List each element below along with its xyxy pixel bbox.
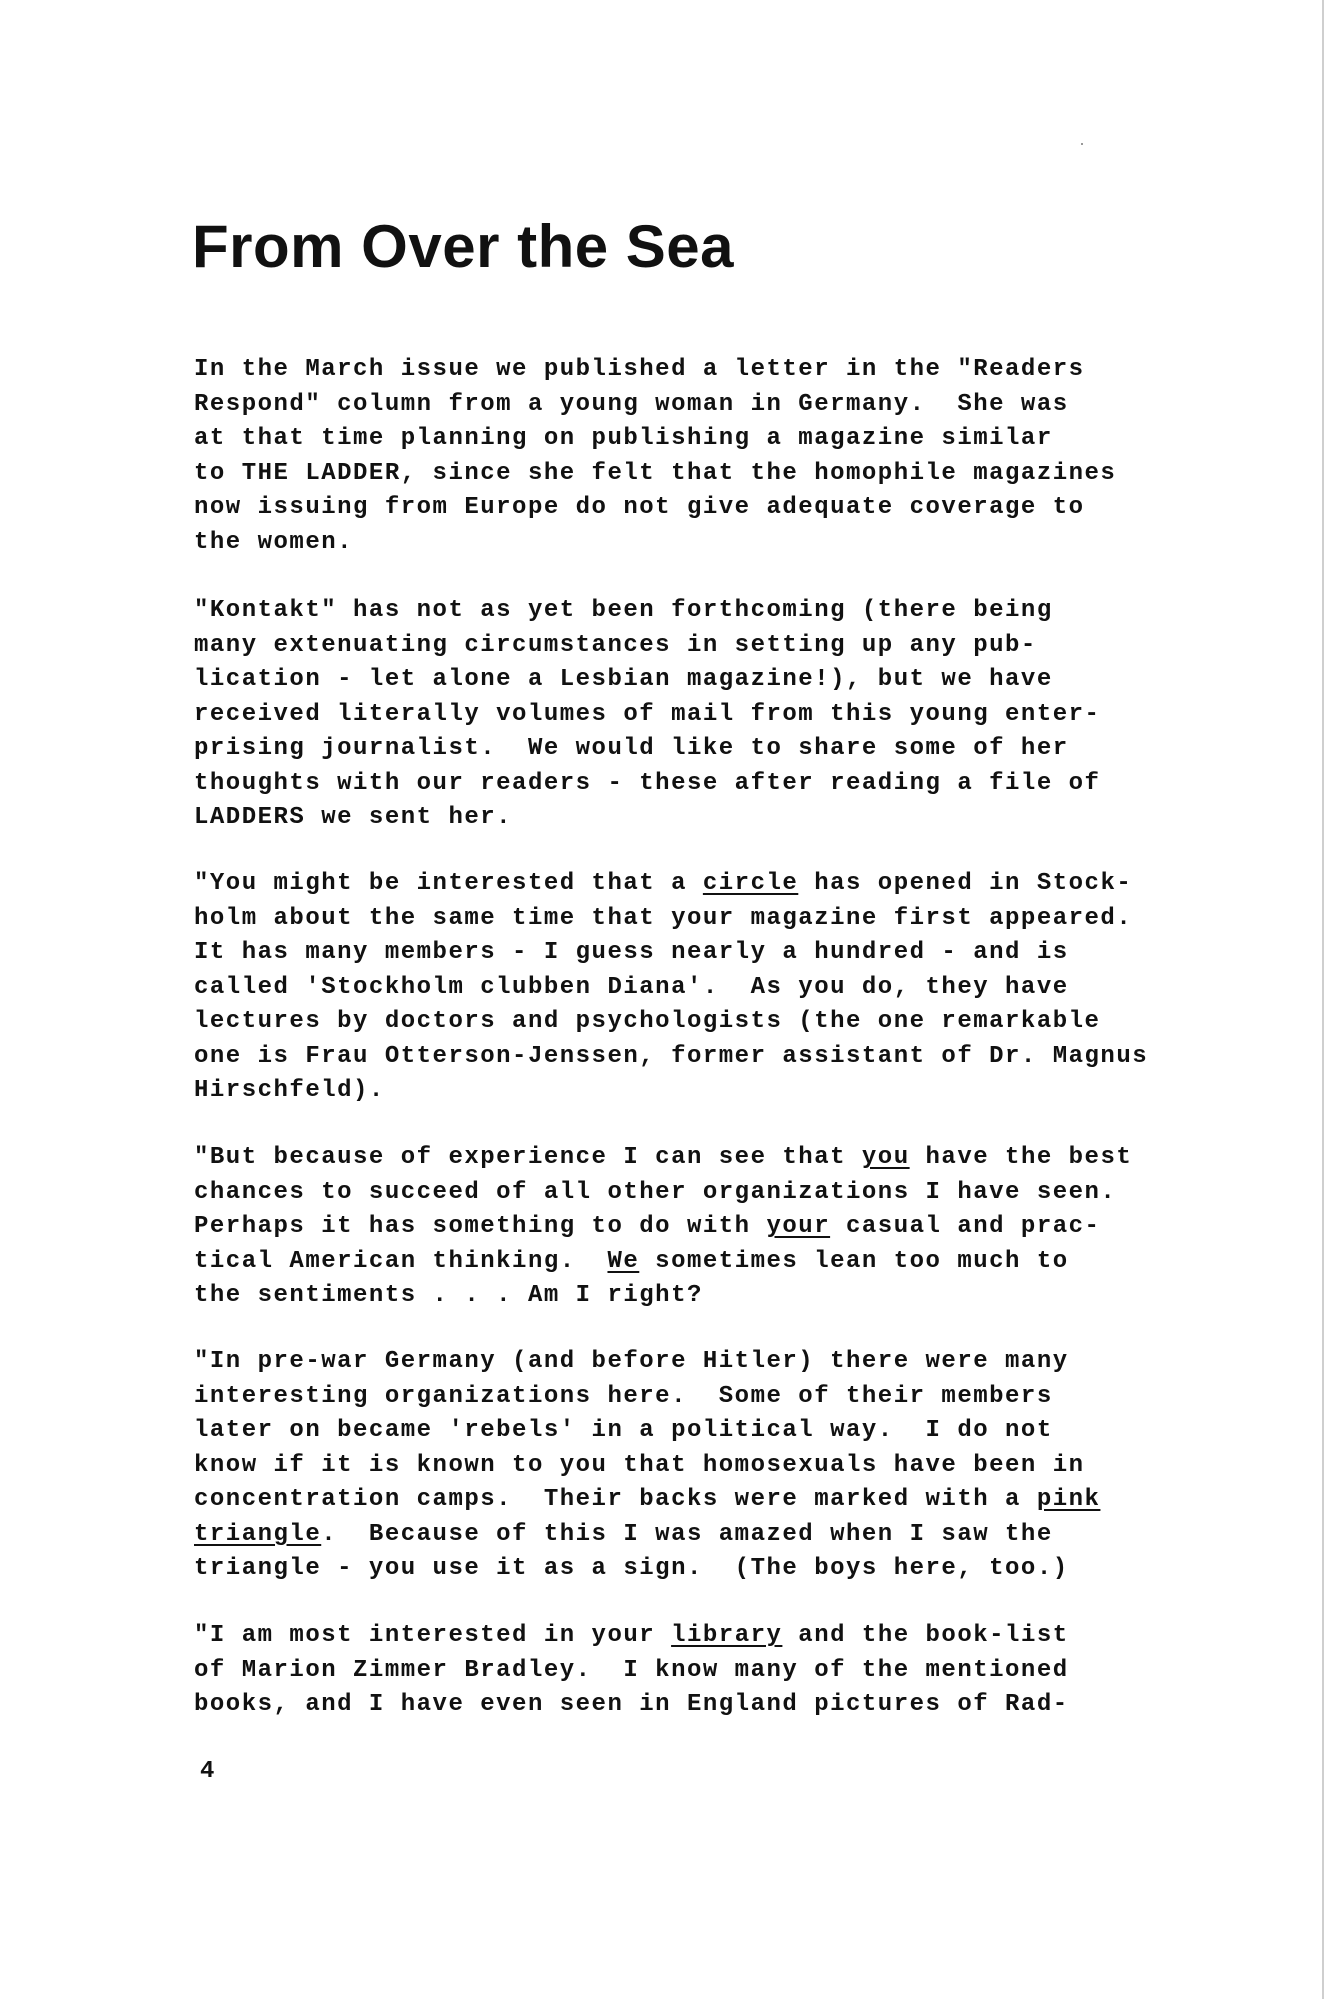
- text-line: [194, 1654, 1069, 1688]
- text-segment: to THE LADDER, since she felt that the homophile magazines: [194, 459, 1117, 487]
- text-line: [194, 594, 1053, 628]
- text-line: [194, 422, 1053, 456]
- text-segment: tical American thinking.: [194, 1247, 608, 1275]
- text-segment: have the best: [909, 1144, 1133, 1171]
- text-segment: "In pre-war Germany (and before Hitler) there were many: [194, 1348, 1069, 1375]
- text-segment: LADDERS we sent her.: [194, 804, 513, 831]
- text-line: [194, 698, 1100, 732]
- text-line: [194, 936, 1069, 970]
- text-line: [194, 1414, 1053, 1448]
- text-line: [194, 1518, 1053, 1552]
- underlined-text: library: [671, 1622, 783, 1649]
- page-edge-divider: [1322, 0, 1324, 1999]
- text-segment: thoughts with our readers - these after reading a file of: [194, 769, 1101, 797]
- text-segment: called 'Stockholm clubben Diana'. As you do, they have: [194, 973, 1069, 1001]
- underlined-text: you: [861, 1144, 910, 1171]
- text-segment: one is Frau Otterson-Jenssen, former assistant of Dr. Magnus: [194, 1042, 1149, 1070]
- text-line: [194, 867, 1132, 901]
- underlined-text: triangle: [194, 1520, 322, 1548]
- text-line: [194, 1483, 1100, 1517]
- text-segment: chances to succeed of all other organizations I have seen.: [194, 1178, 1117, 1206]
- text-segment: the women.: [194, 528, 354, 556]
- text-line: [194, 1449, 1085, 1483]
- text-segment: of Marion Zimmer Bradley. I know many of the mentioned: [194, 1656, 1069, 1684]
- text-segment: lication - let alone a Lesbian magazine!), but we have: [194, 666, 1053, 693]
- text-line: [194, 629, 1037, 663]
- text-segment: Respond" column from a young woman in Germany. She was: [194, 390, 1069, 418]
- text-segment: . Because of this I was amazed when I saw the: [321, 1520, 1053, 1548]
- text-segment: It has many members - I guess nearly a hundred - and is: [194, 939, 1069, 966]
- text-line: [194, 1210, 1100, 1244]
- text-line: [194, 1245, 1069, 1279]
- text-segment: and the book-list: [782, 1622, 1069, 1649]
- text-segment: received literally volumes of mail from this young enter-: [194, 700, 1101, 728]
- text-segment: lectures by doctors and psychologists (the one remarkable: [194, 1008, 1101, 1035]
- text-line: [194, 1279, 703, 1313]
- article-title: From Over the Sea: [192, 213, 735, 280]
- text-line: [194, 1619, 1069, 1653]
- text-line: [194, 902, 1132, 936]
- text-line: [194, 663, 1053, 697]
- underlined-text: pink: [1036, 1486, 1101, 1513]
- text-segment: casual and prac-: [830, 1213, 1101, 1240]
- text-line: [194, 732, 1069, 766]
- underlined-text: your: [766, 1213, 831, 1240]
- text-segment: at that time planning on publishing a magazine similar: [194, 425, 1053, 452]
- text-segment: prising journalist. We would like to share some of her: [194, 735, 1069, 762]
- text-segment: books, and I have even seen in England pictures of Rad-: [194, 1691, 1069, 1718]
- text-line: [194, 457, 1116, 491]
- text-segment: "Kontakt" has not as yet been forthcoming (there being: [194, 597, 1053, 624]
- text-line: [194, 1141, 1132, 1175]
- text-segment: many extenuating circumstances in setting up any pub-: [194, 631, 1037, 659]
- text-segment: now issuing from Europe do not give adequate coverage to: [194, 494, 1085, 521]
- text-segment: the sentiments . . . Am I right?: [194, 1282, 703, 1309]
- text-segment: sometimes lean too much to: [639, 1247, 1069, 1275]
- text-segment: Perhaps it has something to do with: [194, 1213, 767, 1240]
- text-line: [194, 1688, 1069, 1722]
- scan-speck: [1081, 143, 1083, 145]
- text-segment: "But because of experience I can see that: [194, 1144, 862, 1171]
- text-line: [194, 1176, 1116, 1210]
- text-line: [194, 767, 1100, 801]
- text-line: [194, 971, 1069, 1005]
- text-line: [194, 526, 353, 560]
- text-line: [194, 1552, 1069, 1586]
- text-segment: "I am most interested in your: [194, 1622, 672, 1649]
- text-line: [194, 388, 1069, 422]
- text-segment: In the March issue we published a letter in the "Readers: [194, 356, 1085, 383]
- text-line: [194, 491, 1085, 525]
- text-line: [194, 1380, 1053, 1414]
- text-segment: triangle - you use it as a sign. (The boys here, too.): [194, 1555, 1069, 1582]
- text-line: [194, 801, 512, 835]
- text-segment: interesting organizations here. Some of their members: [194, 1382, 1053, 1410]
- underlined-text: circle: [702, 870, 799, 897]
- text-segment: holm about the same time that your magazine first appeared.: [194, 904, 1133, 932]
- text-segment: know if it is known to you that homosexuals have been in: [194, 1451, 1085, 1479]
- page-number: 4: [200, 1758, 215, 1785]
- text-segment: Hirschfeld).: [194, 1077, 385, 1104]
- text-segment: later on became 'rebels' in a political way. I do not: [194, 1417, 1053, 1444]
- text-line: [194, 1005, 1100, 1039]
- underlined-text: We: [607, 1247, 640, 1275]
- text-line: [194, 353, 1085, 387]
- text-line: [194, 1074, 385, 1108]
- text-segment: "You might be interested that a: [194, 870, 703, 897]
- text-segment: has opened in Stock-: [798, 870, 1133, 897]
- text-line: [194, 1040, 1148, 1074]
- text-segment: concentration camps. Their backs were marked with a: [194, 1486, 1037, 1513]
- text-line: [194, 1345, 1069, 1379]
